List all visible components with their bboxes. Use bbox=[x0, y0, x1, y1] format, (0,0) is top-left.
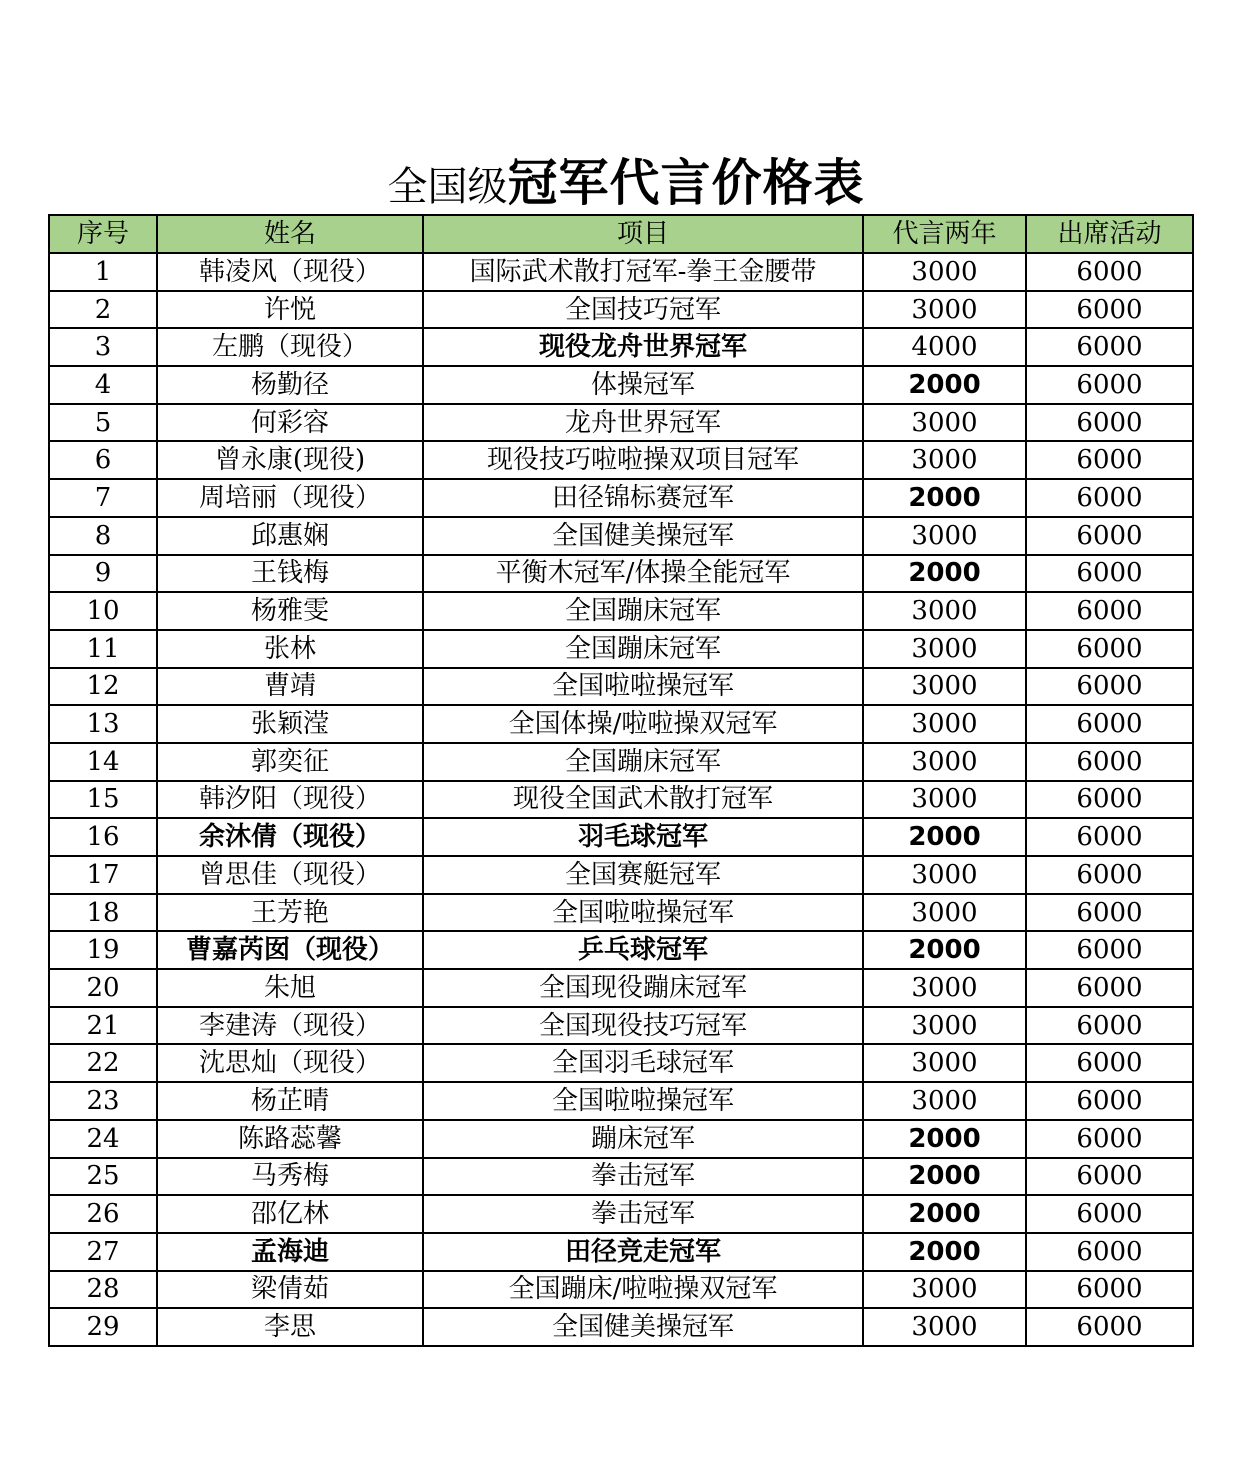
cell-endorse: 4000 bbox=[863, 328, 1026, 366]
cell-attend: 6000 bbox=[1026, 856, 1193, 894]
cell-name: 王芳艳 bbox=[157, 894, 423, 932]
cell-attend: 6000 bbox=[1026, 1120, 1193, 1158]
cell-no: 16 bbox=[49, 818, 157, 856]
cell-attend: 6000 bbox=[1026, 1195, 1193, 1233]
cell-event: 现役龙舟世界冠军 bbox=[423, 328, 863, 366]
cell-attend: 6000 bbox=[1026, 517, 1193, 555]
cell-attend: 6000 bbox=[1026, 630, 1193, 668]
table-row bbox=[49, 931, 1193, 969]
cell-endorse: 3000 bbox=[863, 1308, 1026, 1346]
cell-name: 朱旭 bbox=[157, 969, 423, 1007]
cell-no: 21 bbox=[49, 1007, 157, 1045]
cell-attend: 6000 bbox=[1026, 291, 1193, 329]
table-row bbox=[49, 1195, 1193, 1233]
cell-event: 全国健美操冠军 bbox=[423, 1308, 863, 1346]
cell-no: 7 bbox=[49, 479, 157, 517]
cell-name: 王钱梅 bbox=[157, 555, 423, 593]
cell-event: 全国健美操冠军 bbox=[423, 517, 863, 555]
cell-no: 22 bbox=[49, 1044, 157, 1082]
cell-no: 24 bbox=[49, 1120, 157, 1158]
cell-name: 曾永康(现役) bbox=[157, 441, 423, 479]
cell-no: 29 bbox=[49, 1308, 157, 1346]
cell-no: 27 bbox=[49, 1233, 157, 1271]
cell-no: 5 bbox=[49, 404, 157, 442]
cell-attend: 6000 bbox=[1026, 818, 1193, 856]
cell-name: 邵亿林 bbox=[157, 1195, 423, 1233]
cell-no: 13 bbox=[49, 705, 157, 743]
cell-no: 3 bbox=[49, 328, 157, 366]
cell-event: 全国蹦床冠军 bbox=[423, 743, 863, 781]
cell-name: 杨雅雯 bbox=[157, 592, 423, 630]
table-row bbox=[49, 555, 1193, 593]
table-row bbox=[49, 328, 1193, 366]
cell-no: 10 bbox=[49, 592, 157, 630]
table-row bbox=[49, 630, 1193, 668]
cell-endorse: 3000 bbox=[863, 969, 1026, 1007]
cell-event: 全国体操/啦啦操双冠军 bbox=[423, 705, 863, 743]
cell-endorse: 3000 bbox=[863, 630, 1026, 668]
table-row bbox=[49, 479, 1193, 517]
cell-attend: 6000 bbox=[1026, 555, 1193, 593]
cell-event: 全国赛艇冠军 bbox=[423, 856, 863, 894]
cell-endorse: 2000 bbox=[863, 366, 1026, 404]
cell-attend: 6000 bbox=[1026, 1007, 1193, 1045]
cell-event: 全国啦啦操冠军 bbox=[423, 668, 863, 706]
cell-endorse: 3000 bbox=[863, 781, 1026, 819]
cell-name: 左鹏（现役） bbox=[157, 328, 423, 366]
cell-endorse: 3000 bbox=[863, 291, 1026, 329]
table-row bbox=[49, 441, 1193, 479]
cell-attend: 6000 bbox=[1026, 1082, 1193, 1120]
cell-no: 25 bbox=[49, 1158, 157, 1196]
header-attend: 出席活动 bbox=[1026, 215, 1193, 253]
table-body bbox=[49, 253, 1193, 1346]
cell-event: 全国蹦床冠军 bbox=[423, 630, 863, 668]
cell-attend: 6000 bbox=[1026, 1233, 1193, 1271]
table-row bbox=[49, 856, 1193, 894]
cell-no: 19 bbox=[49, 931, 157, 969]
cell-no: 20 bbox=[49, 969, 157, 1007]
table-row bbox=[49, 291, 1193, 329]
cell-event: 全国蹦床/啦啦操双冠军 bbox=[423, 1271, 863, 1309]
cell-endorse: 3000 bbox=[863, 253, 1026, 291]
table-row bbox=[49, 253, 1193, 291]
table-row bbox=[49, 781, 1193, 819]
cell-no: 1 bbox=[49, 253, 157, 291]
cell-attend: 6000 bbox=[1026, 743, 1193, 781]
header-name: 姓名 bbox=[157, 215, 423, 253]
cell-name: 梁倩茹 bbox=[157, 1271, 423, 1309]
table-header bbox=[49, 215, 1193, 253]
cell-attend: 6000 bbox=[1026, 969, 1193, 1007]
header-endorse: 代言两年 bbox=[863, 215, 1026, 253]
cell-name: 马秀梅 bbox=[157, 1158, 423, 1196]
cell-event: 田径锦标赛冠军 bbox=[423, 479, 863, 517]
table-row bbox=[49, 517, 1193, 555]
cell-event: 全国啦啦操冠军 bbox=[423, 1082, 863, 1120]
cell-name: 邱惠娴 bbox=[157, 517, 423, 555]
cell-no: 8 bbox=[49, 517, 157, 555]
table-row bbox=[49, 404, 1193, 442]
cell-event: 乒乓球冠军 bbox=[423, 931, 863, 969]
cell-endorse: 3000 bbox=[863, 1044, 1026, 1082]
cell-event: 龙舟世界冠军 bbox=[423, 404, 863, 442]
price-table bbox=[48, 214, 1194, 1347]
cell-name: 郭奕征 bbox=[157, 743, 423, 781]
cell-no: 17 bbox=[49, 856, 157, 894]
cell-name: 李建涛（现役） bbox=[157, 1007, 423, 1045]
cell-attend: 6000 bbox=[1026, 328, 1193, 366]
cell-endorse: 2000 bbox=[863, 931, 1026, 969]
cell-event: 国际武术散打冠军-拳王金腰带 bbox=[423, 253, 863, 291]
cell-endorse: 3000 bbox=[863, 668, 1026, 706]
cell-event: 现役全国武术散打冠军 bbox=[423, 781, 863, 819]
table-row bbox=[49, 1308, 1193, 1346]
cell-attend: 6000 bbox=[1026, 1158, 1193, 1196]
table-row bbox=[49, 366, 1193, 404]
cell-attend: 6000 bbox=[1026, 894, 1193, 932]
cell-name: 周培丽（现役） bbox=[157, 479, 423, 517]
cell-no: 15 bbox=[49, 781, 157, 819]
cell-attend: 6000 bbox=[1026, 366, 1193, 404]
cell-endorse: 3000 bbox=[863, 441, 1026, 479]
cell-endorse: 3000 bbox=[863, 517, 1026, 555]
cell-endorse: 2000 bbox=[863, 479, 1026, 517]
table-row bbox=[49, 818, 1193, 856]
cell-name: 韩凌风（现役） bbox=[157, 253, 423, 291]
table-row bbox=[49, 705, 1193, 743]
cell-attend: 6000 bbox=[1026, 592, 1193, 630]
cell-no: 2 bbox=[49, 291, 157, 329]
cell-no: 23 bbox=[49, 1082, 157, 1120]
cell-attend: 6000 bbox=[1026, 705, 1193, 743]
title-main: 冠军代言价格表 bbox=[507, 153, 865, 212]
table-row bbox=[49, 592, 1193, 630]
header-row bbox=[49, 215, 1193, 253]
cell-endorse: 3000 bbox=[863, 592, 1026, 630]
cell-event: 全国羽毛球冠军 bbox=[423, 1044, 863, 1082]
cell-no: 4 bbox=[49, 366, 157, 404]
table-row bbox=[49, 1158, 1193, 1196]
cell-event: 拳击冠军 bbox=[423, 1158, 863, 1196]
cell-endorse: 3000 bbox=[863, 894, 1026, 932]
cell-name: 曹嘉芮囡（现役） bbox=[157, 931, 423, 969]
cell-attend: 6000 bbox=[1026, 441, 1193, 479]
cell-no: 28 bbox=[49, 1271, 157, 1309]
cell-name: 张林 bbox=[157, 630, 423, 668]
cell-attend: 6000 bbox=[1026, 1308, 1193, 1346]
cell-name: 余沐倩（现役） bbox=[157, 818, 423, 856]
cell-endorse: 2000 bbox=[863, 555, 1026, 593]
cell-endorse: 3000 bbox=[863, 1007, 1026, 1045]
cell-name: 曹靖 bbox=[157, 668, 423, 706]
cell-endorse: 2000 bbox=[863, 818, 1026, 856]
cell-no: 11 bbox=[49, 630, 157, 668]
cell-attend: 6000 bbox=[1026, 1271, 1193, 1309]
title-prefix: 全国级 bbox=[387, 164, 508, 210]
cell-event: 全国蹦床冠军 bbox=[423, 592, 863, 630]
cell-event: 田径竞走冠军 bbox=[423, 1233, 863, 1271]
cell-no: 12 bbox=[49, 668, 157, 706]
cell-name: 曾思佳（现役） bbox=[157, 856, 423, 894]
cell-endorse: 3000 bbox=[863, 404, 1026, 442]
cell-event: 全国啦啦操冠军 bbox=[423, 894, 863, 932]
cell-event: 蹦床冠军 bbox=[423, 1120, 863, 1158]
cell-no: 18 bbox=[49, 894, 157, 932]
table-row bbox=[49, 1120, 1193, 1158]
cell-endorse: 3000 bbox=[863, 1082, 1026, 1120]
table-row bbox=[49, 894, 1193, 932]
table-row bbox=[49, 743, 1193, 781]
table-row bbox=[49, 1233, 1193, 1271]
cell-name: 许悦 bbox=[157, 291, 423, 329]
header-no: 序号 bbox=[49, 215, 157, 253]
cell-endorse: 2000 bbox=[863, 1195, 1026, 1233]
cell-endorse: 3000 bbox=[863, 856, 1026, 894]
table-row bbox=[49, 1007, 1193, 1045]
cell-attend: 6000 bbox=[1026, 781, 1193, 819]
cell-name: 杨芷晴 bbox=[157, 1082, 423, 1120]
cell-name: 杨勤径 bbox=[157, 366, 423, 404]
cell-no: 9 bbox=[49, 555, 157, 593]
cell-name: 张颖滢 bbox=[157, 705, 423, 743]
cell-attend: 6000 bbox=[1026, 479, 1193, 517]
cell-no: 14 bbox=[49, 743, 157, 781]
table-row bbox=[49, 969, 1193, 1007]
table-row bbox=[49, 1271, 1193, 1309]
cell-event: 全国现役蹦床冠军 bbox=[423, 969, 863, 1007]
cell-attend: 6000 bbox=[1026, 931, 1193, 969]
cell-name: 孟海迪 bbox=[157, 1233, 423, 1271]
cell-name: 何彩容 bbox=[157, 404, 423, 442]
cell-attend: 6000 bbox=[1026, 404, 1193, 442]
cell-attend: 6000 bbox=[1026, 1044, 1193, 1082]
cell-endorse: 2000 bbox=[863, 1158, 1026, 1196]
cell-event: 羽毛球冠军 bbox=[423, 818, 863, 856]
cell-name: 沈思灿（现役） bbox=[157, 1044, 423, 1082]
cell-event: 平衡木冠军/体操全能冠军 bbox=[423, 555, 863, 593]
table-row bbox=[49, 1044, 1193, 1082]
cell-name: 陈路蕊馨 bbox=[157, 1120, 423, 1158]
cell-event: 体操冠军 bbox=[423, 366, 863, 404]
cell-no: 26 bbox=[49, 1195, 157, 1233]
cell-event: 全国现役技巧冠军 bbox=[423, 1007, 863, 1045]
cell-name: 韩汐阳（现役） bbox=[157, 781, 423, 819]
cell-endorse: 3000 bbox=[863, 743, 1026, 781]
cell-event: 拳击冠军 bbox=[423, 1195, 863, 1233]
cell-attend: 6000 bbox=[1026, 668, 1193, 706]
table-row bbox=[49, 1082, 1193, 1120]
cell-endorse: 2000 bbox=[863, 1120, 1026, 1158]
cell-name: 李思 bbox=[157, 1308, 423, 1346]
table-row bbox=[49, 668, 1193, 706]
cell-endorse: 3000 bbox=[863, 1271, 1026, 1309]
cell-attend: 6000 bbox=[1026, 253, 1193, 291]
header-event: 项目 bbox=[423, 215, 863, 253]
cell-event: 全国技巧冠军 bbox=[423, 291, 863, 329]
cell-event: 现役技巧啦啦操双项目冠军 bbox=[423, 441, 863, 479]
cell-endorse: 2000 bbox=[863, 1233, 1026, 1271]
page-title bbox=[0, 152, 1252, 214]
cell-no: 6 bbox=[49, 441, 157, 479]
cell-endorse: 3000 bbox=[863, 705, 1026, 743]
